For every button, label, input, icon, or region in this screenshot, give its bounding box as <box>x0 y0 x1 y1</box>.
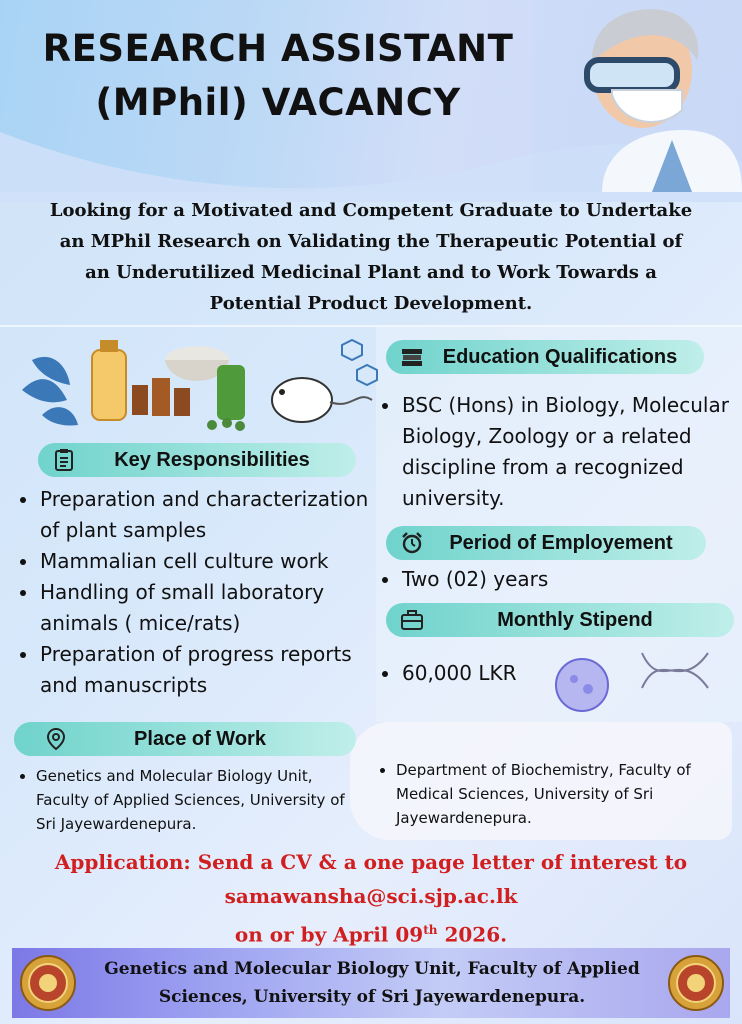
title-line-1: RESEARCH ASSISTANT <box>42 27 514 70</box>
scientist-illustration <box>532 0 742 192</box>
briefcase-icon <box>400 608 424 632</box>
university-seal-right-icon <box>668 955 724 1011</box>
place-right-list <box>376 758 706 830</box>
period-item-1: Two (02) years <box>376 564 676 595</box>
stipend-list <box>376 658 576 689</box>
period-list <box>376 564 676 595</box>
footer-text <box>80 955 664 1011</box>
page-title <box>18 22 538 130</box>
title-line-2: (MPhil) VACANCY <box>95 81 461 124</box>
place-heading-pill <box>14 722 356 756</box>
books-icon <box>400 345 424 369</box>
cell-illustration <box>552 655 612 715</box>
university-seal-left-icon <box>20 955 76 1011</box>
application-deadline <box>0 913 742 952</box>
intro-line-2: an MPhil Research on Validating the Therapeutic Potential of <box>59 231 683 252</box>
dna-illustration <box>640 648 710 693</box>
alarm-clock-icon <box>400 531 424 555</box>
responsibility-item-2: Mammalian cell culture work <box>14 546 376 577</box>
responsibility-item-4: Preparation of progress reports and manuscripts <box>14 639 376 701</box>
period-heading-pill <box>386 526 706 560</box>
intro-paragraph <box>10 195 732 319</box>
place-right-item-1: Department of Biochemistry, Faculty of Medical Sciences, University of Sri Jayewardenepura. <box>376 758 706 830</box>
intro-line-4: Potential Product Development. <box>209 293 533 314</box>
application-email[interactable]: samawansha@sci.sjp.ac.lk <box>224 884 518 908</box>
stipend-item-1: 60,000 LKR <box>376 658 576 689</box>
deadline-ordinal: th <box>423 923 438 937</box>
herbal-medicine-illustration <box>12 330 384 435</box>
footer-line-2: Sciences, University of Sri Jayewardenepura. <box>158 987 586 1007</box>
responsibilities-list <box>14 484 376 701</box>
responsibilities-heading: Key Responsibilities <box>114 448 310 471</box>
responsibilities-heading-pill <box>38 443 356 477</box>
responsibility-item-3: Handling of small laboratory animals ( mice/rats) <box>14 577 376 639</box>
clipboard-icon <box>52 448 76 472</box>
footer-line-1: Genetics and Molecular Biology Unit, Faculty of Applied <box>104 959 640 979</box>
education-list <box>376 390 738 514</box>
education-heading: Education Qualifications <box>442 345 678 368</box>
education-item-1: BSC (Hons) in Biology, Molecular Biology, Zoology or a related discipline from a recognized university. <box>376 390 738 514</box>
location-pin-icon <box>44 727 68 751</box>
deadline-prefix: on or by April 09 <box>234 922 424 947</box>
application-block <box>0 845 742 952</box>
place-left-list <box>16 764 346 836</box>
application-instruction: Application: Send a CV & a one page letter of interest to <box>54 850 688 874</box>
place-left-item-1: Genetics and Molecular Biology Unit, Faculty of Applied Sciences, University of Sri Jayewardenepura. <box>16 764 346 836</box>
intro-line-3: an Underutilized Medicinal Plant and to Work Towards a <box>85 262 657 283</box>
stipend-heading-pill <box>386 603 734 637</box>
place-heading: Place of Work <box>134 727 266 750</box>
education-heading-pill <box>386 340 704 374</box>
period-heading: Period of Employement <box>449 531 673 554</box>
deadline-suffix: 2026. <box>437 922 508 947</box>
responsibility-item-1: Preparation and characterization of plant samples <box>14 484 376 546</box>
stipend-heading: Monthly Stipend <box>497 608 653 631</box>
intro-line-1: Looking for a Motivated and Competent Graduate to Undertake <box>49 200 693 221</box>
